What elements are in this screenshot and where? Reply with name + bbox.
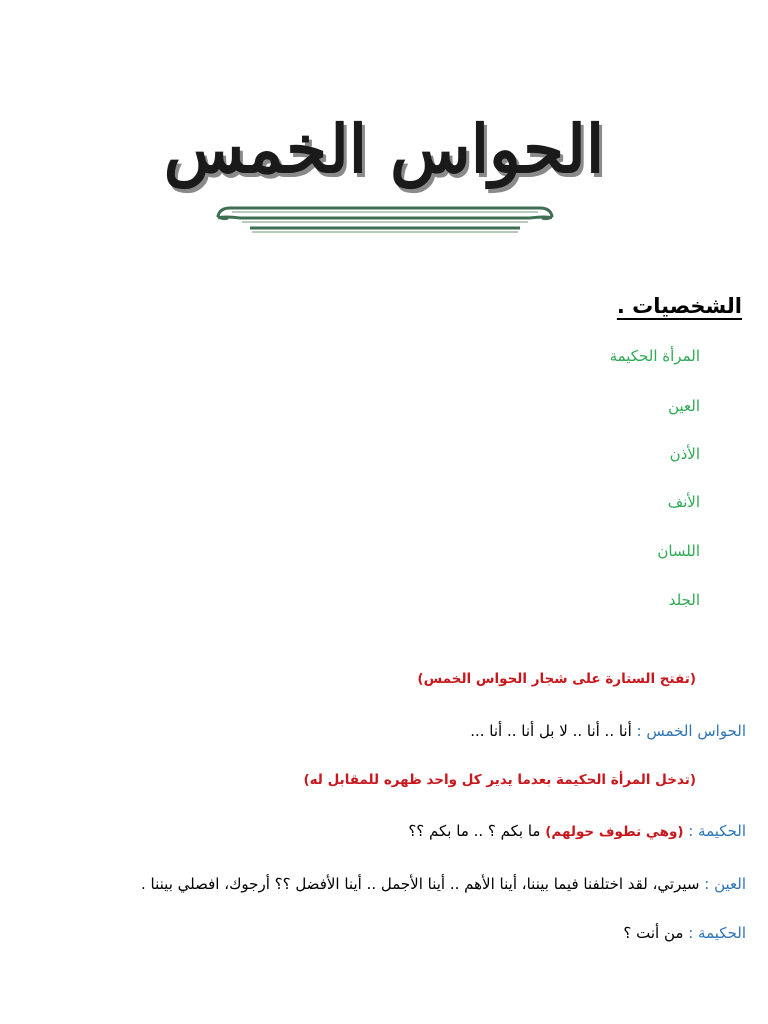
character-skin: الجلد [668, 591, 700, 609]
character-tongue: اللسان [657, 542, 700, 560]
title-ornament-divider [210, 198, 560, 238]
speaker-eye: العين : [704, 875, 746, 893]
document-title: الحواس الخمس [163, 110, 605, 188]
inline-stage-direction: (وهي تطوف حولهم) [545, 824, 689, 840]
dialogue-text: من أنت ؟ [623, 924, 689, 942]
character-wise-woman: المرأة الحكيمة [609, 347, 700, 365]
dialogue-line-wise-woman-1 [408, 822, 746, 840]
characters-heading: الشخصيات . [616, 294, 742, 318]
stage-direction-entrance: (تدخل المرأة الحكيمة بعدما يدير كل واحد ظهره للمقابل له) [303, 772, 696, 788]
dialogue-line-senses [470, 722, 746, 740]
dialogue-line-wise-woman-2 [623, 924, 746, 942]
character-ear: الأذن [669, 445, 700, 463]
dialogue-text: ما بكم ؟ .. ما بكم ؟؟ [408, 822, 546, 840]
speaker-wise-woman: الحكيمة : [688, 924, 746, 942]
stage-direction-curtain: (تفتح الستارة على شجار الحواس الخمس) [417, 671, 696, 687]
speaker-senses: الحواس الخمس : [636, 722, 746, 740]
dialogue-text: أنا .. أنا .. لا بل أنا .. أنا ... [470, 722, 637, 740]
character-nose: الأنف [667, 493, 700, 511]
dialogue-line-eye [141, 875, 746, 893]
dialogue-text: سيرتي، لقد اختلفنا فيما بيننا، أينا الأهم .. أينا الأجمل .. أينا الأفضل ؟؟ أرجوك، افصلي بيننا . [141, 875, 705, 893]
character-eye: العين [668, 397, 700, 415]
speaker-wise-woman: الحكيمة : [688, 822, 746, 840]
